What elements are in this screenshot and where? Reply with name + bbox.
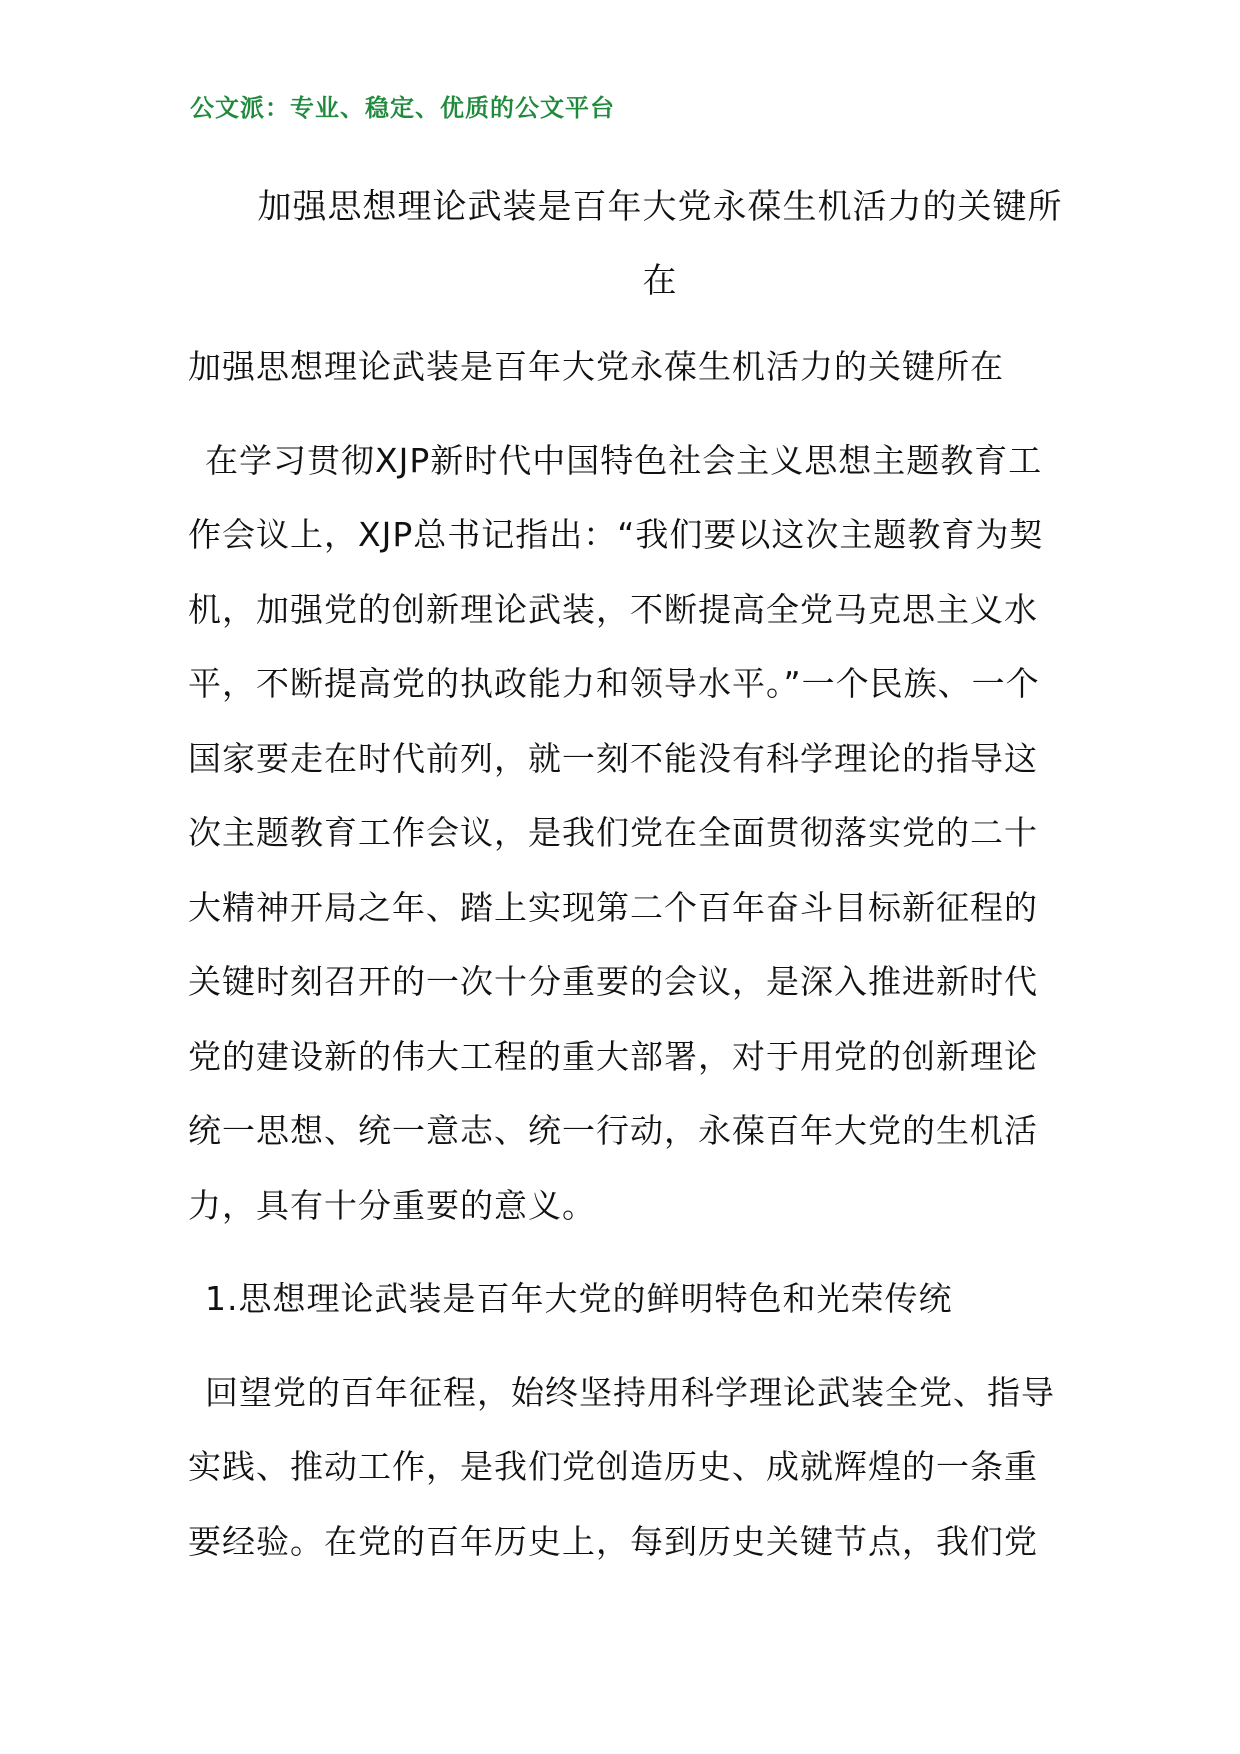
document-subtitle: 加强思想理论武装是百年大党永葆生机活力的关键所在 xyxy=(188,347,1004,386)
platform-header: 公文派：专业、稳定、优质的公文平台 xyxy=(190,94,615,122)
section-heading-1: 1.思想理论武装是百年大党的鲜明特色和光荣传统 xyxy=(205,1279,953,1318)
document-body xyxy=(188,330,1058,1598)
paragraph-intro: 在学习贯彻XJP新时代中国特色社会主义思想主题教育工作会议上，XJP总书记指出：“我们要以这次主题教育为契机，加强党的创新理论武装，不断提高全党马克思主义水平，不断提高党的执政能力和领导水平。”一个民族、一个国家要走在时代前列，就一刻不能没有科学理论的指导这次主题教育工作会议，是我们党在全面贯彻落实党的二十大精神开局之年、踏上实现第二个百年奋斗目标新征程的关键时刻召开的一次十分重要的会议，是深入推进新时代党的建设新的伟大工程的重大部署，对于用党的创新理论统一思想、统一意志、统一行动，永葆百年大党的生机活力，具有十分重要的意义。 xyxy=(188,440,1044,1225)
paragraph-history: 回望党的百年征程，始终坚持用科学理论武装全党、指导实践、推动工作，是我们党创造历史、成就辉煌的一条重要经验。在党的百年历史上，每到历史关键节点，我们党 xyxy=(188,1372,1055,1561)
document-title: 加强思想理论武装是百年大党永葆生机活力的关键所在 xyxy=(257,187,1063,301)
